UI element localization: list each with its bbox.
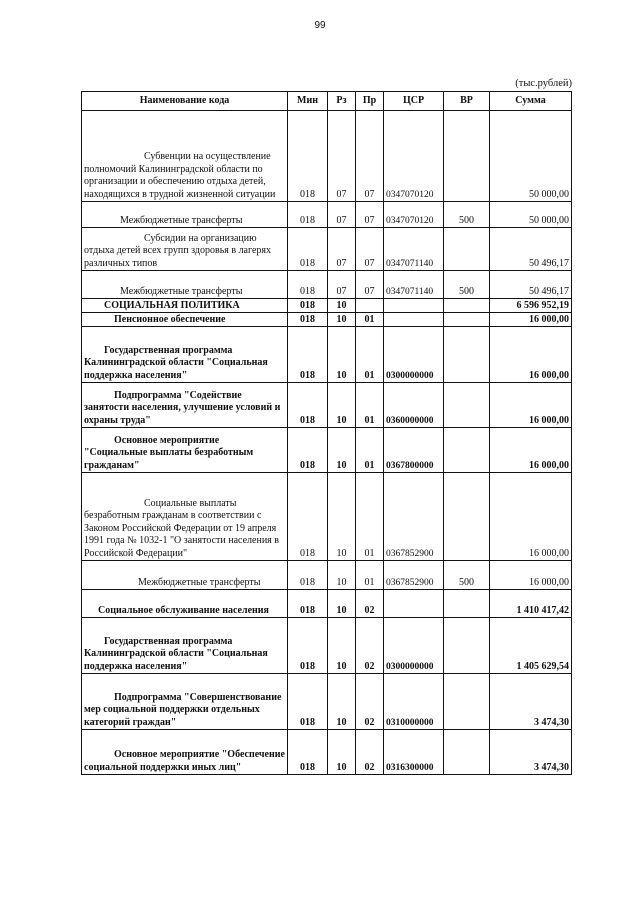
table-row bbox=[82, 730, 572, 775]
row-rz: 10 bbox=[328, 383, 356, 428]
row-rz: 10 bbox=[328, 299, 356, 313]
row-csr: 0347070120 bbox=[384, 202, 444, 228]
row-pr: 02 bbox=[356, 730, 384, 775]
row-csr: 0300000000 bbox=[384, 327, 444, 383]
row-name: Социальные выплаты безработным гражданам в соответствии с Законом Российской Федерации от 19 апреля 1991 года № 1032-1 "О занятости населения в Российской Федерации" bbox=[82, 473, 288, 561]
row-name: Социальное обслуживание населения bbox=[82, 590, 288, 618]
row-sum: 3 474,30 bbox=[490, 674, 572, 730]
row-sum: 6 596 952,19 bbox=[490, 299, 572, 313]
row-pr: 02 bbox=[356, 674, 384, 730]
row-csr: 0347071140 bbox=[384, 228, 444, 271]
table-header-row bbox=[82, 92, 572, 111]
table-row bbox=[82, 271, 572, 299]
table-row bbox=[82, 228, 572, 271]
row-sum: 50 000,00 bbox=[490, 202, 572, 228]
row-min: 018 bbox=[288, 313, 328, 327]
row-min: 018 bbox=[288, 473, 328, 561]
table-row bbox=[82, 428, 572, 473]
row-vr bbox=[444, 228, 490, 271]
header-pr: Пр bbox=[356, 92, 384, 111]
row-vr bbox=[444, 383, 490, 428]
row-min: 018 bbox=[288, 561, 328, 590]
row-min: 018 bbox=[288, 271, 328, 299]
row-rz: 07 bbox=[328, 202, 356, 228]
header-rz: Рз bbox=[328, 92, 356, 111]
header-csr: ЦСР bbox=[384, 92, 444, 111]
row-name: Пенсионное обеспечение bbox=[82, 313, 288, 327]
table-row bbox=[82, 590, 572, 618]
row-rz: 10 bbox=[328, 730, 356, 775]
units-label: (тыс.рублей) bbox=[515, 78, 572, 89]
row-csr: 0347070120 bbox=[384, 111, 444, 202]
row-vr bbox=[444, 327, 490, 383]
row-pr: 01 bbox=[356, 313, 384, 327]
row-min: 018 bbox=[288, 327, 328, 383]
table-row bbox=[82, 473, 572, 561]
row-vr bbox=[444, 590, 490, 618]
row-vr bbox=[444, 473, 490, 561]
row-rz: 07 bbox=[328, 228, 356, 271]
row-pr: 01 bbox=[356, 383, 384, 428]
row-name: Межбюджетные трансферты bbox=[82, 271, 288, 299]
row-rz: 07 bbox=[328, 271, 356, 299]
row-name: Государственная программа Калининградской области "Социальная поддержка населения" bbox=[82, 327, 288, 383]
row-name: Субсидии на организацию отдыха детей всех групп здоровья в лагерях различных типов bbox=[82, 228, 288, 271]
page-number: 99 bbox=[314, 20, 326, 31]
header-sum: Сумма bbox=[490, 92, 572, 111]
row-sum: 16 000,00 bbox=[490, 561, 572, 590]
row-vr: 500 bbox=[444, 202, 490, 228]
row-min: 018 bbox=[288, 202, 328, 228]
row-min: 018 bbox=[288, 111, 328, 202]
row-pr: 01 bbox=[356, 561, 384, 590]
header-min: Мин bbox=[288, 92, 328, 111]
row-name: СОЦИАЛЬНАЯ ПОЛИТИКА bbox=[82, 299, 288, 313]
row-sum: 50 496,17 bbox=[490, 228, 572, 271]
row-csr bbox=[384, 590, 444, 618]
row-name: Межбюджетные трансферты bbox=[82, 202, 288, 228]
row-vr bbox=[444, 618, 490, 674]
row-min: 018 bbox=[288, 590, 328, 618]
table-row bbox=[82, 327, 572, 383]
row-sum: 16 000,00 bbox=[490, 473, 572, 561]
row-rz: 10 bbox=[328, 590, 356, 618]
row-min: 018 bbox=[288, 428, 328, 473]
row-vr bbox=[444, 313, 490, 327]
row-rz: 10 bbox=[328, 674, 356, 730]
row-csr bbox=[384, 313, 444, 327]
row-vr bbox=[444, 730, 490, 775]
row-min: 018 bbox=[288, 618, 328, 674]
row-vr bbox=[444, 674, 490, 730]
table-row bbox=[82, 299, 572, 313]
row-pr: 02 bbox=[356, 590, 384, 618]
row-pr: 07 bbox=[356, 111, 384, 202]
row-pr: 07 bbox=[356, 271, 384, 299]
row-csr: 0347071140 bbox=[384, 271, 444, 299]
row-vr bbox=[444, 299, 490, 313]
table-row bbox=[82, 111, 572, 202]
row-name: Основное мероприятие "Социальные выплаты безработным гражданам" bbox=[82, 428, 288, 473]
row-sum: 16 000,00 bbox=[490, 313, 572, 327]
header-vr: ВР bbox=[444, 92, 490, 111]
row-sum: 1 410 417,42 bbox=[490, 590, 572, 618]
table-row bbox=[82, 674, 572, 730]
row-csr: 0367852900 bbox=[384, 473, 444, 561]
row-csr bbox=[384, 299, 444, 313]
row-name: Подпрограмма "Совершенствование мер социальной поддержки отдельных категорий граждан" bbox=[82, 674, 288, 730]
row-rz: 10 bbox=[328, 313, 356, 327]
header-name: Наименование кода bbox=[82, 92, 288, 111]
row-min: 018 bbox=[288, 383, 328, 428]
row-vr: 500 bbox=[444, 561, 490, 590]
row-min: 018 bbox=[288, 674, 328, 730]
row-rz: 07 bbox=[328, 111, 356, 202]
row-sum: 3 474,30 bbox=[490, 730, 572, 775]
row-csr: 0316300000 bbox=[384, 730, 444, 775]
row-rz: 10 bbox=[328, 473, 356, 561]
row-rz: 10 bbox=[328, 327, 356, 383]
row-rz: 10 bbox=[328, 618, 356, 674]
row-name: Подпрограмма "Содействие занятости населения, улучшение условий и охраны труда" bbox=[82, 383, 288, 428]
row-pr: 07 bbox=[356, 202, 384, 228]
row-min: 018 bbox=[288, 730, 328, 775]
table-row bbox=[82, 313, 572, 327]
row-sum: 50 496,17 bbox=[490, 271, 572, 299]
row-sum: 16 000,00 bbox=[490, 428, 572, 473]
row-name: Государственная программа Калининградской области "Социальная поддержка населения" bbox=[82, 618, 288, 674]
row-pr: 01 bbox=[356, 428, 384, 473]
row-sum: 16 000,00 bbox=[490, 383, 572, 428]
table-row bbox=[82, 202, 572, 228]
budget-table bbox=[81, 91, 572, 775]
row-min: 018 bbox=[288, 228, 328, 271]
row-vr bbox=[444, 428, 490, 473]
row-sum: 50 000,00 bbox=[490, 111, 572, 202]
row-vr: 500 bbox=[444, 271, 490, 299]
row-pr: 07 bbox=[356, 228, 384, 271]
row-csr: 0367800000 bbox=[384, 428, 444, 473]
row-name: Основное мероприятие "Обеспечение социальной поддержки иных лиц" bbox=[82, 730, 288, 775]
row-sum: 1 405 629,54 bbox=[490, 618, 572, 674]
row-rz: 10 bbox=[328, 428, 356, 473]
row-vr bbox=[444, 111, 490, 202]
table-row bbox=[82, 618, 572, 674]
row-csr: 0367852900 bbox=[384, 561, 444, 590]
table-row bbox=[82, 561, 572, 590]
row-csr: 0300000000 bbox=[384, 618, 444, 674]
row-pr: 02 bbox=[356, 618, 384, 674]
row-rz: 10 bbox=[328, 561, 356, 590]
row-csr: 0310000000 bbox=[384, 674, 444, 730]
row-pr: 01 bbox=[356, 327, 384, 383]
row-csr: 0360000000 bbox=[384, 383, 444, 428]
table-row bbox=[82, 383, 572, 428]
row-pr bbox=[356, 299, 384, 313]
row-sum: 16 000,00 bbox=[490, 327, 572, 383]
row-name: Субвенции на осуществление полномочий Калининградской области по организации и обеспечению отдыха детей, находящихся в трудной жизненной ситуации bbox=[82, 111, 288, 202]
row-name: Межбюджетные трансферты bbox=[82, 561, 288, 590]
row-pr: 01 bbox=[356, 473, 384, 561]
row-min: 018 bbox=[288, 299, 328, 313]
